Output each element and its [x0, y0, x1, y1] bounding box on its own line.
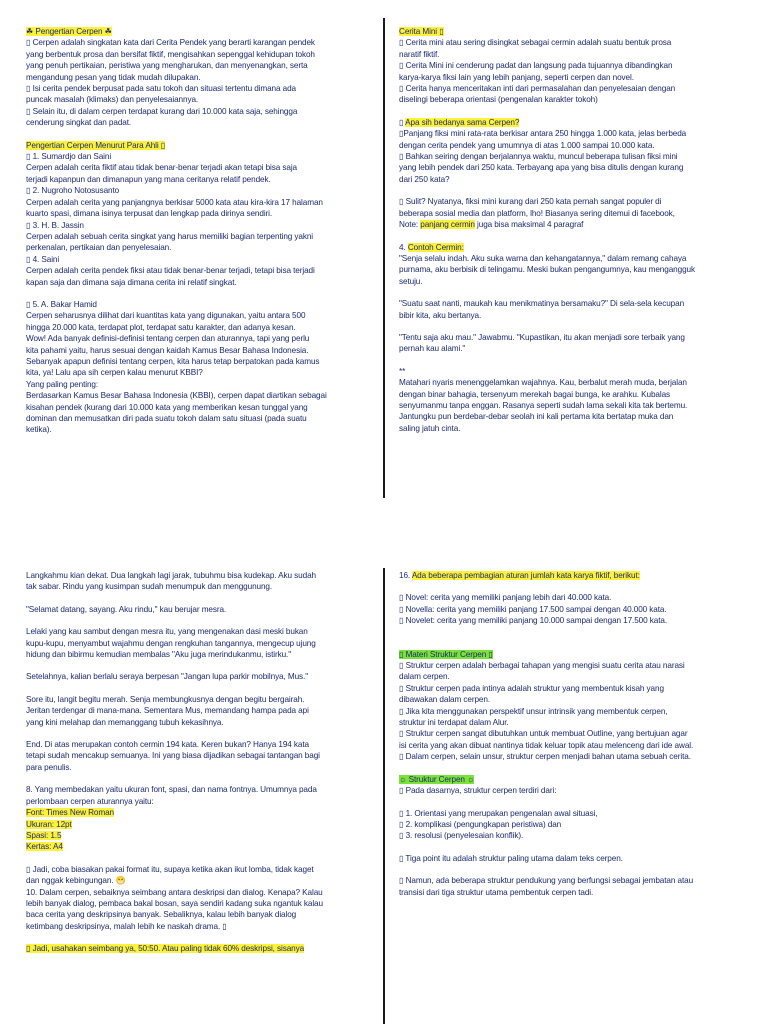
line-text: dominan dan memusatkan diri pada suatu tokoh dalam satu situasi (pada suatu: [26, 414, 307, 423]
text-line: [399, 694, 747, 705]
text-line: [26, 943, 371, 954]
line-text: struktur ini terdapat dalam Alur.: [399, 718, 509, 728]
text-line: [26, 379, 371, 390]
line-text: ▯ 1. Sumardjo dan Saini: [26, 152, 112, 162]
line-text: transisi dari tiga struktur utama pembentuk cerpen tadi.: [399, 887, 594, 897]
text-line: [26, 367, 371, 378]
text-line: [399, 808, 747, 819]
text-line: [26, 887, 371, 898]
text-line: [399, 298, 747, 309]
text-line: [26, 242, 371, 253]
text-line: [26, 26, 371, 37]
section-heading: Pengertian Cerpen Menurut Para Ahli ▯: [26, 140, 166, 150]
text-line: [399, 332, 747, 343]
text-line: [399, 728, 747, 739]
blank-line: [26, 683, 371, 694]
line-text: yang kini melahap dan memanggang tubuh kekasihnya.: [26, 717, 224, 727]
line-text: perlombaan cerpen aturannya yaitu:: [26, 796, 154, 806]
text-line: [26, 162, 371, 173]
line-text: terjadi kapanpun dan dimanapun yang mana ceritanya relatif pendek.: [26, 174, 271, 184]
text-line: [26, 921, 371, 932]
text-line: [399, 671, 747, 682]
line-text: ▯ Namun, ada beberapa struktur pendukung yang berfungsi sebagai jembatan atau: [399, 876, 694, 886]
line-text: 4.: [399, 242, 408, 252]
line-text: ▯ 4. Saini: [26, 254, 60, 264]
text-line: [26, 310, 371, 321]
line-text: ▯ Struktur cerpen pada intinya adalah struktur yang membentuk kisah yang: [399, 683, 664, 693]
line-text: saling jatuh cinta.: [399, 423, 461, 433]
line-text: "Suatu saat nanti, maukah kau menikmatinya bersamaku?" Di sela-sela kecupan: [399, 299, 685, 309]
text-line: [399, 774, 747, 785]
line-text: "Tentu saja aku mau." Jawabmu. "Kupastikan, itu akan menjadi sore terbaik yang: [399, 332, 685, 342]
line-text: ▯: [399, 117, 406, 127]
line-text: ▯Panjang fiksi mini rata-rata berkisar antara 250 hingga 1.000 kata, jelas berbeda: [399, 129, 687, 139]
line-text: yang penuh pertikaian, peristiwa yang mengharukan, dan menyenangkan, serta: [26, 61, 308, 71]
line-text: Cerpen adalah sebuah cerita singkat yang harus memiliki bagian terpenting yakni: [26, 231, 314, 241]
text-line: [26, 570, 371, 581]
line-text: tetapi sudah mencakup semuanya. Ini yang biasa dijadikan sebagai tantangan bagi: [26, 751, 320, 761]
line-text: pernah kau alami.": [399, 344, 466, 354]
line-text: dari 250 kata?: [399, 174, 450, 184]
section-heading: ▯ Materi Struktur Cerpen ▯: [399, 649, 493, 659]
text-line: [26, 830, 371, 841]
line-text: kuarto spasi, dimana isinya terpusat dan lengkap pada dirinya sendiri.: [26, 209, 273, 219]
line-text: End. Di atas merupakan contoh cermin 194 kata. Keren bukan? Hanya 194 kata: [26, 740, 309, 750]
text-line: [26, 37, 371, 48]
text-line: [399, 94, 747, 105]
blank-line: [399, 185, 747, 196]
line-text: ▯ Sulit? Nyatanya, fiksi mini kurang dari 250 kata pernah sangat populer di: [399, 197, 662, 207]
line-text: hingga 20.000 kata, terdapat plot, terdapat satu karakter, dan adanya kesan.: [26, 322, 296, 332]
line-text: Matahari nyaris menenggelamkan wajahnya. Kau, berbalut merah muda, berjalan: [399, 378, 687, 388]
text-line: [399, 830, 747, 841]
line-text: Setelahnya, kalian berlalu seraya berpesan "Jangan lupa parkir mobilnya, Mus.": [26, 672, 309, 682]
text-line: [399, 570, 747, 581]
text-line: [26, 254, 371, 265]
highlighted-text: panjang cermin: [420, 220, 475, 230]
line-text: 10. Dalam cerpen, sebaiknya seimbang antara deskripsi dan dialog. Kenapa? Kalau: [26, 887, 323, 897]
line-text: dalam cerpen.: [399, 672, 450, 682]
line-text: ▯ Selain itu, di dalam cerpen terdapat kurang dari 10.000 kata saja, sehingga: [26, 106, 298, 116]
highlighted-text: Contoh Cermin:: [407, 242, 464, 252]
line-text: ▯ Isi cerita pendek berpusat pada satu tokoh dan situasi tertentu dimana ada: [26, 84, 297, 94]
text-line: [399, 411, 747, 422]
section-heading: ☘ Pengertian Cerpen ☘: [26, 27, 112, 36]
text-line: [399, 343, 747, 354]
line-text: mengandung pesan yang tidak mudah dilupakan.: [26, 72, 201, 82]
line-text: beberapa sosial media dan platform, lho! Biasanya sering ditemui di facebook,: [399, 208, 675, 218]
line-text: ▯ Novel: cerita yang memiliki panjang lebih dari 40.000 kata.: [399, 593, 612, 603]
blank-line: [399, 355, 747, 366]
line-text: kita, ya! Lalu apa sih cerpen kalau menurut KBBI?: [26, 368, 203, 378]
text-line: [399, 875, 747, 886]
line-text: Berdasarkan Kamus Besar Bahasa Indonesia (KBBI), cerpen dapat diartikan sebagai: [26, 391, 327, 401]
text-line: [26, 807, 371, 818]
line-text: ▯ 3. resolusi (penyelesaian konflik).: [399, 831, 524, 841]
line-text: puncak masalah (klimaks) dan penyelesaiannya.: [26, 95, 199, 105]
blank-line: [26, 288, 371, 299]
line-text: ▯ Cerita mini atau sering disingkat sebagai cermin adalah suatu bentuk prosa: [399, 38, 672, 48]
text-line: [399, 706, 747, 717]
highlighted-text: Kertas: A4: [26, 842, 63, 852]
line-text: ▯ Cerpen adalah singkatan kata dari Cerita Pendek yang berarti karangan pendek: [26, 38, 315, 48]
blank-line: [399, 231, 747, 242]
line-text: **: [399, 366, 406, 376]
line-text: ▯ Bahkan seiring dengan berjalannya waktu, muncul beberapa tulisan fiksi mini: [399, 152, 678, 162]
text-line: [26, 390, 371, 401]
line-text: kisahan pendek (kurang dari 10.000 kata yang memberikan kesan tunggal yang: [26, 402, 308, 412]
blank-line: [399, 842, 747, 853]
line-text: kapan saja dan dimana saja dimana cerita ini relatif singkat.: [26, 277, 237, 287]
text-line: [26, 151, 371, 162]
blank-line: [399, 581, 747, 592]
blank-line: [399, 797, 747, 808]
text-line: [399, 219, 747, 230]
blank-line: [399, 864, 747, 875]
column-bottom-left: [26, 570, 371, 955]
text-line: [399, 128, 747, 139]
text-line: [26, 750, 371, 761]
text-line: [399, 276, 747, 287]
line-text: dibawakan dalam cerpen.: [399, 695, 491, 705]
line-text: ▯ Tiga point itu adalah struktur paling utama dalam teks cerpen.: [399, 853, 623, 863]
blank-line: [399, 627, 747, 638]
text-line: [26, 231, 371, 242]
text-line: [26, 140, 371, 151]
text-line: [26, 638, 371, 649]
line-text: ▯ 2. komplikasi (pengungkapan peristiwa) dan: [399, 819, 562, 829]
column-divider: [383, 18, 385, 498]
text-line: [399, 660, 747, 671]
line-text: juga bisa maksimal 4 paragraf: [474, 220, 584, 230]
text-line: [399, 242, 747, 253]
line-text: purnama, aku berbisik di telingamu. Meski bukan pengangumnya, kau mengangguk: [399, 265, 695, 275]
line-text: ▯ 1. Orientasi yang merupakan pengenalan awal situasi,: [399, 808, 598, 818]
text-line: [399, 162, 747, 173]
highlighted-text: Font: Times New Roman: [26, 808, 114, 818]
line-text: ▯ Jadi, coba biasakan pakai format itu, supaya ketika akan ikut lomba, tidak kaget: [26, 864, 314, 874]
line-text: ▯ Struktur cerpen adalah berbagai tahapan yang mengisi suatu cerita atau narasi: [399, 661, 685, 671]
line-text: ▯ Dalam cerpen, selain unsur, struktur cerpen menjadi bahan utama sebuah cerita.: [399, 752, 691, 762]
line-text: ▯ 3. H. B. Jassin: [26, 220, 84, 230]
line-text: ▯ 5. A. Bakar Hamid: [26, 299, 97, 309]
blank-line: [26, 129, 371, 140]
blank-line: [399, 287, 747, 298]
text-line: [26, 841, 371, 852]
text-line: [26, 356, 371, 367]
line-text: 16.: [399, 571, 412, 580]
line-text: dengan cerita pendek yang umumnya di atas 1.000 sampai 10.000 kata.: [399, 140, 655, 150]
line-text: dan nggak kebingungan. 😁: [26, 876, 126, 886]
line-text: Jantungku pun berdebar-debar seolah ini kali pertama kita bertatap muka dan: [399, 412, 674, 422]
text-line: [26, 717, 371, 728]
text-line: [26, 185, 371, 196]
text-line: [26, 83, 371, 94]
line-text: 8. Yang membedakan yaitu ukuran font, spasi, dan nama fontnya. Umumnya pada: [26, 785, 317, 795]
highlighted-text: ▯ Jadi, usahakan seimbang ya, 50:50. Atau paling tidak 60% deskripsi, sisanya: [26, 944, 305, 954]
line-text: "Senja selalu indah. Aku suka warna dan kehangatannya," dalam remang cahaya: [399, 253, 687, 263]
column-top-right: [399, 26, 747, 434]
text-line: [26, 299, 371, 310]
text-line: [399, 400, 747, 411]
blank-line: [26, 660, 371, 671]
text-line: [399, 174, 747, 185]
text-line: [26, 208, 371, 219]
line-text: ketimbang deskripsinya, malah lebih ke naskah drama. ▯: [26, 921, 227, 931]
line-text: Sebanyak apapun definisi tentang cerpen, kita harus tetap berpatokan pada kamus: [26, 356, 320, 366]
line-text: Yang paling penting:: [26, 379, 99, 389]
text-line: [399, 264, 747, 275]
text-line: [399, 423, 747, 434]
text-line: [399, 615, 747, 626]
text-line: [26, 333, 371, 344]
text-line: [26, 322, 371, 333]
line-text: Wow! Ada banyak definisi-definisi tentang cerpen dan aturannya, tapi yang perlu: [26, 334, 310, 344]
text-line: [399, 649, 747, 660]
text-line: [26, 277, 371, 288]
line-text: ▯ Cerita Mini ini cenderung padat dan langsung pada tujuannya dibandingkan: [399, 61, 673, 71]
highlighted-text: Spasi: 1.5: [26, 830, 62, 840]
line-text: yang lebih pendek dari 250 kata. Terbayang apa yang bisa ditulis dengan kurang: [399, 163, 684, 173]
line-text: perkenalan, pertikaian dan penyelesaian.: [26, 243, 172, 253]
line-text: "Selamat datang, sayang. Aku rindu," kau berujar mesra.: [26, 604, 227, 614]
blank-line: [26, 615, 371, 626]
text-line: [399, 853, 747, 864]
column-divider: [383, 568, 385, 1024]
line-text: lebih banyak dialog, pembaca bakal bosan, saya sendiri kadang suka ngantuk kalau: [26, 898, 323, 908]
text-line: [26, 671, 371, 682]
text-line: [399, 196, 747, 207]
text-line: [399, 887, 747, 898]
text-line: [26, 819, 371, 830]
section-heading: ☼ Struktur Cerpen ☼: [399, 774, 475, 784]
text-line: [26, 796, 371, 807]
blank-line: [26, 593, 371, 604]
text-line: [399, 253, 747, 264]
text-line: [26, 626, 371, 637]
line-text: diselingi beberapa orientasi (pengenalan karakter tokoh): [399, 95, 598, 105]
text-line: [26, 413, 371, 424]
text-line: [399, 389, 747, 400]
text-line: [26, 117, 371, 128]
text-line: [26, 220, 371, 231]
text-line: [26, 174, 371, 185]
text-line: [399, 140, 747, 151]
line-text: baca cerita yang deskripsinya banyak. Sebaliknya, kalau lebih banyak dialog: [26, 910, 297, 920]
line-text: ▯ 2. Nugroho Notosusanto: [26, 186, 120, 196]
line-text: Langkahmu kian dekat. Dua langkah lagi jarak, tubuhmu bisa kudekap. Aku sudah: [26, 571, 316, 580]
line-text: isi cerita yang akan dibuat nantinya tidak keluar topik atau melenceng dari ide awal.: [399, 740, 694, 750]
text-line: [399, 819, 747, 830]
blank-line: [399, 321, 747, 332]
text-line: [399, 37, 747, 48]
blank-line: [399, 106, 747, 117]
text-line: [399, 604, 747, 615]
text-line: [26, 604, 371, 615]
line-text: kupu-kupu, menyambut wajahmu dengan rengkuhan tangannya, mengecup ujung: [26, 638, 316, 648]
line-text: hidung dan bibirmu kemudian membalas "Aku juga merindukanmu, istirku.": [26, 650, 292, 660]
highlighted-text: Ukuran: 12pt: [26, 819, 72, 829]
text-line: [26, 94, 371, 105]
line-text: Cerpen adalah cerita pendek fiksi atau tidak benar-benar terjadi, tetapi bisa terjadi: [26, 266, 315, 276]
line-text: ▯ Struktur cerpen sangat dibutuhkan untuk membuat Outline, yang bertujuan agar: [399, 729, 688, 739]
line-text: setuju.: [399, 276, 423, 286]
line-text: Note:: [399, 220, 421, 230]
text-line: [399, 740, 747, 751]
text-line: [26, 898, 371, 909]
text-line: [26, 197, 371, 208]
blank-line: [399, 763, 747, 774]
line-text: Lelaki yang kau sambut dengan mesra itu, yang mengenakan dasi meski bukan: [26, 627, 308, 637]
line-text: naratif fiktif.: [399, 49, 440, 59]
text-line: [26, 581, 371, 592]
line-text: ▯ Pada dasarnya, struktur cerpen terdiri dari:: [399, 786, 557, 796]
line-text: dengan binar bahagia, tersenyum merekah bagai bunga, ke arahku. Kubalas: [399, 389, 671, 399]
column-top-left: [26, 26, 371, 436]
text-line: [26, 909, 371, 920]
text-line: [26, 345, 371, 356]
text-line: [399, 83, 747, 94]
text-line: [399, 310, 747, 321]
line-text: yang berbentuk prosa dan bersifat fiktif, mengisahkan sepenggal kehidupan tokoh: [26, 49, 315, 59]
text-line: [26, 739, 371, 750]
text-line: [26, 265, 371, 276]
text-line: [399, 49, 747, 60]
section-heading: Cerita Mini ▯: [399, 27, 444, 36]
line-text: karya-karya fiksi lain yang lebih panjang, seperti cerpen dan novel.: [399, 72, 634, 82]
text-line: [26, 424, 371, 435]
text-line: [399, 683, 747, 694]
text-line: [26, 784, 371, 795]
line-text: senyumanmu tanpa enggan. Rasanya seperti sudah lama sekali kita tak bertemu.: [399, 400, 688, 410]
line-text: Cerpen adalah cerita yang panjangnya berkisar 5000 kata atau kira-kira 17 halaman: [26, 197, 323, 207]
text-line: [26, 875, 371, 886]
line-text: ketika).: [26, 425, 52, 435]
blank-line: [26, 932, 371, 943]
text-line: [399, 592, 747, 603]
line-text: tak sabar. Rindu yang kusimpan sudah menumpuk dan menggunung.: [26, 582, 273, 592]
text-line: [26, 649, 371, 660]
text-line: [26, 762, 371, 773]
text-line: [399, 785, 747, 796]
text-line: [26, 694, 371, 705]
text-line: [399, 60, 747, 71]
blank-line: [399, 638, 747, 649]
line-text: Cerpen seharusnya dilihat dari kuantitas kata yang digunakan, yaitu antara 500: [26, 311, 306, 321]
line-text: ▯ Novelet: cerita yang memiliki panjang 10.000 sampai dengan 17.500 kata.: [399, 616, 668, 626]
text-line: [399, 377, 747, 388]
line-text: para penulis.: [26, 762, 72, 772]
line-text: ▯ Cerita hanya menceritakan inti dari permasalahan dan penyelesaian dengan: [399, 84, 676, 94]
line-text: ▯ Novella: cerita yang memiliki panjang 17.500 sampai dengan 40.000 kata.: [399, 604, 667, 614]
page-bottom: [0, 512, 768, 1024]
line-text: Cerpen adalah cerita fiktif atau tidak benar-benar terjadi akan tetapi bisa saja: [26, 163, 297, 173]
line-text: Jeritan terdengar di mana-mana. Sementara Mus, memandang hampa pada api: [26, 706, 309, 716]
column-bottom-right: [399, 570, 747, 898]
text-line: [399, 26, 747, 37]
text-line: [26, 49, 371, 60]
line-text: bibir kita, aku bertanya.: [399, 310, 482, 320]
blank-line: [26, 853, 371, 864]
text-line: [26, 705, 371, 716]
text-line: [26, 72, 371, 83]
text-line: [26, 402, 371, 413]
text-line: [26, 864, 371, 875]
line-text: cenderung singkat dan padat.: [26, 118, 132, 128]
text-line: [399, 117, 747, 128]
blank-line: [26, 773, 371, 784]
line-text: kita pahami yaitu, harus sesuai dengan kaidah Kamus Besar Bahasa Indonesia.: [26, 345, 309, 355]
line-text: ▯ Jika kita menggunakan perspektif unsur intrinsik yang membentuk cerpen,: [399, 706, 668, 716]
highlighted-text: Apa sih bedanya sama Cerpen?: [405, 117, 520, 127]
text-line: [399, 151, 747, 162]
text-line: [399, 208, 747, 219]
text-line: [399, 717, 747, 728]
text-line: [26, 106, 371, 117]
text-line: [399, 751, 747, 762]
text-line: [399, 72, 747, 83]
highlighted-text: Ada beberapa pembagian aturan jumlah kata karya fiktif, berikut:: [411, 571, 640, 580]
text-line: [26, 60, 371, 71]
text-line: [399, 366, 747, 377]
line-text: Sore itu, langit begitu merah. Senja membungkusnya dengan begitu bergairah.: [26, 694, 305, 704]
blank-line: [26, 728, 371, 739]
